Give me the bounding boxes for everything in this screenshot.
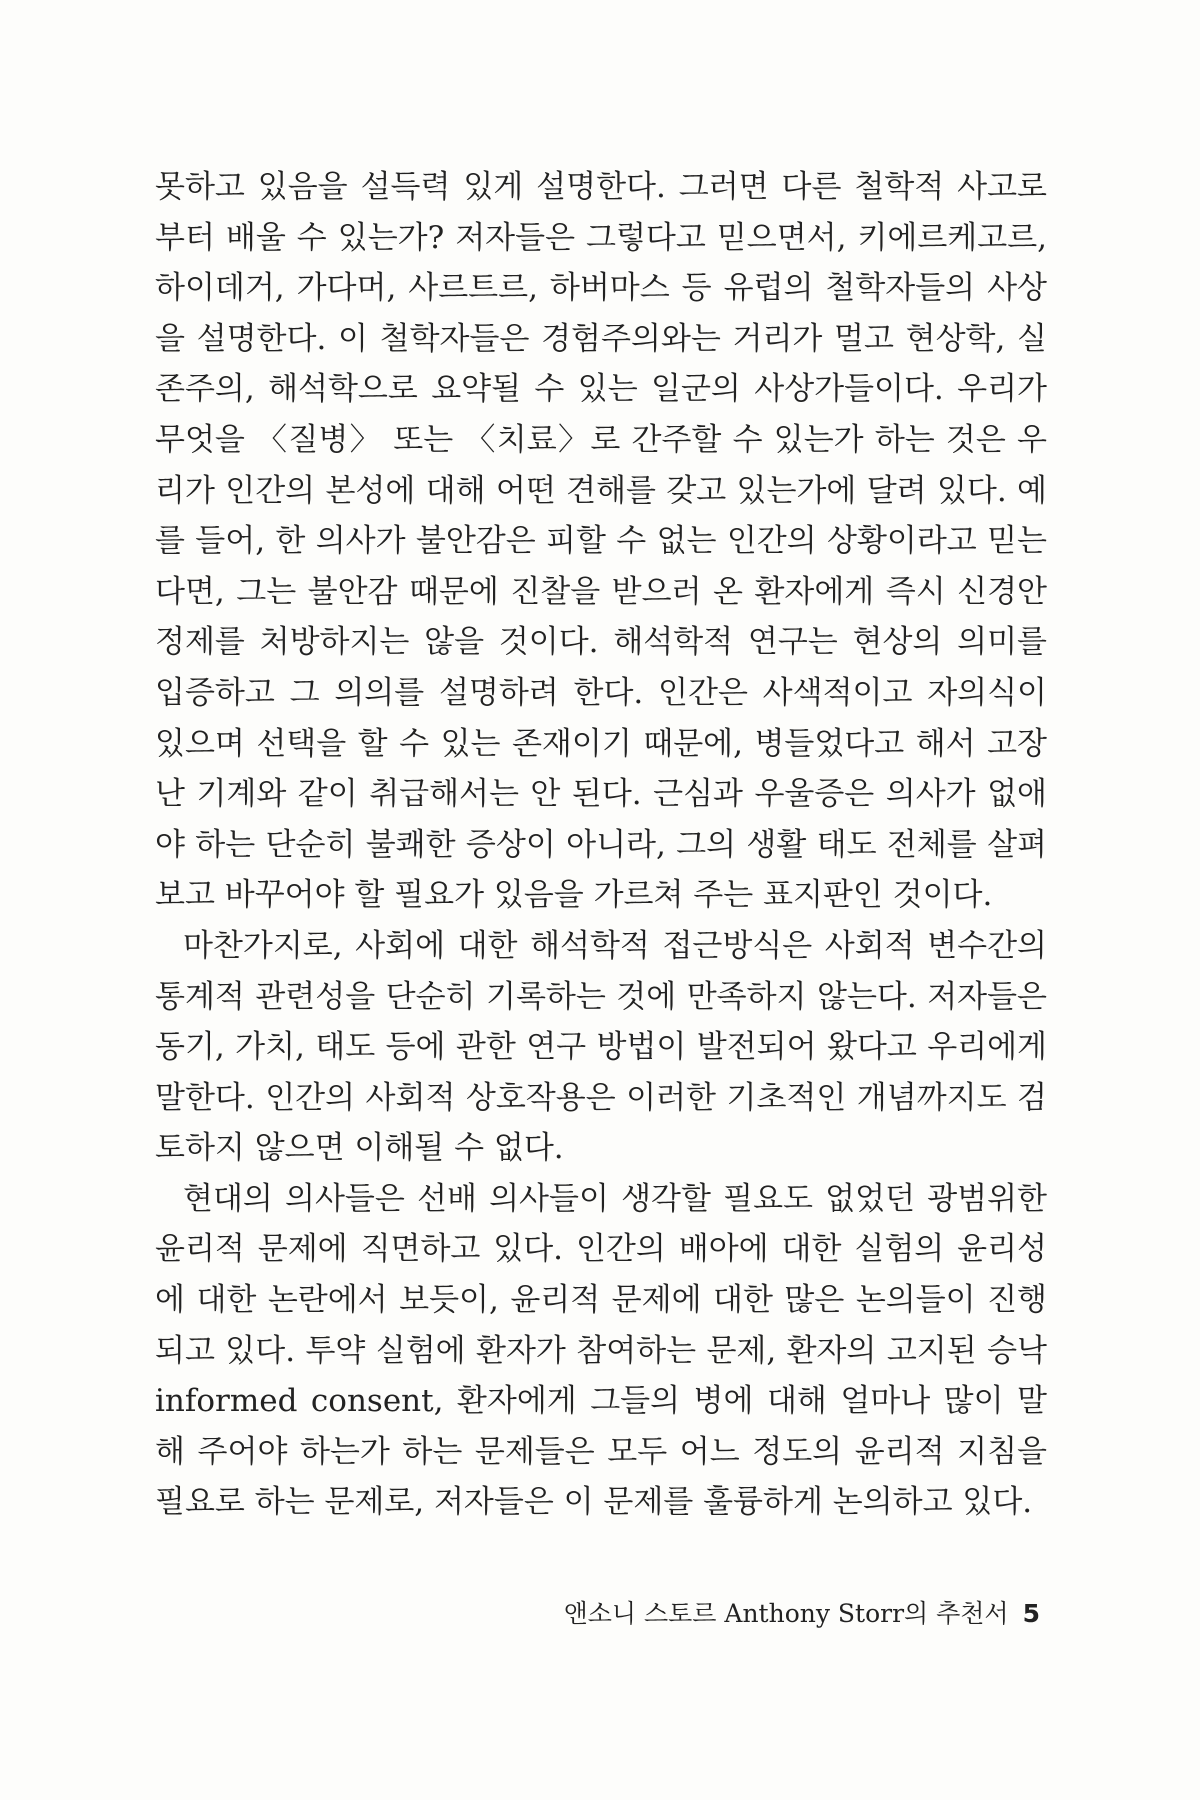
paragraph-1: 못하고 있음을 설득력 있게 설명한다. 그러면 다른 철학적 사고로부터 배울 수 있는가? 저자들은 그렇다고 믿으면서, 키에르케고르, 하이데거, 가다머, 사르트르, 하버마스 등 유럽의 철학자들의 사상을 설명한다. 이 철학자들은 경험주의와는 거리가 멀고 현상학, 실존주의, 해석학으로 요약될 수 있는 일군의 사상가들이다. 우리가 무엇을 〈질병〉 또는 〈치료〉로 간주할 수 있는가 하는 것은 우리가 인간의 본성에 대해 어떤 견해를 갖고 있는가에 달려 있다. 예를 들어, 한 의사가 불안감은 피할 수 없는 인간의 상황이라고 믿는다면, 그는 불안감 때문에 진찰을 받으러 온 환자에게 즉시 신경안정제를 처방하지는 않을 것이다. 해석학적 연구는 현상의 의미를 입증하고 그 의의를 설명하려 한다. 인간은 사색적이고 자의식이 있으며 선택을 할 수 있는 존재이기 때문에, 병들었다고 해서 고장난 기계와 같이 취급해서는 안 된다. 근심과 우울증은 의사가 없애야 하는 단순히 불쾌한 증상이 아니라, 그의 생활 태도 전체를 살펴보고 바꾸어야 할 필요가 있음을 가르쳐 주는 표지판인 것이다. — [155, 169, 1047, 914]
body-text — [155, 162, 1047, 1528]
running-title: 앤소니 스토르 Anthony Storr의 추천서 — [563, 1599, 1009, 1628]
page-footer — [564, 1598, 1040, 1630]
page-number: 5 — [1022, 1599, 1040, 1628]
paragraph-2: 마찬가지로, 사회에 대한 해석학적 접근방식은 사회적 변수간의 통계적 관련성을 단순히 기록하는 것에 만족하지 않는다. 저자들은 동기, 가치, 태도 등에 관한 연구 방법이 발전되어 왔다고 우리에게 말한다. 인간의 사회적 상호작용은 이러한 기초적인 개념까지도 검토하지 않으면 이해될 수 없다. — [155, 927, 1047, 1167]
paragraph-3: 현대의 의사들은 선배 의사들이 생각할 필요도 없었던 광범위한 윤리적 문제에 직면하고 있다. 인간의 배아에 대한 실험의 윤리성에 대한 논란에서 보듯이, 윤리적 문제에 대한 많은 논의들이 진행되고 있다. 투약 실험에 환자가 참여하는 문제, 환자의 고지된 승낙informed consent, 환자에게 그들의 병에 대해 얼마나 많이 말해 주어야 하는가 하는 문제들은 모두 어느 정도의 윤리적 지침을 필요로 하는 문제로, 저자들은 이 문제를 훌륭하게 논의하고 있다. — [155, 1180, 1047, 1521]
